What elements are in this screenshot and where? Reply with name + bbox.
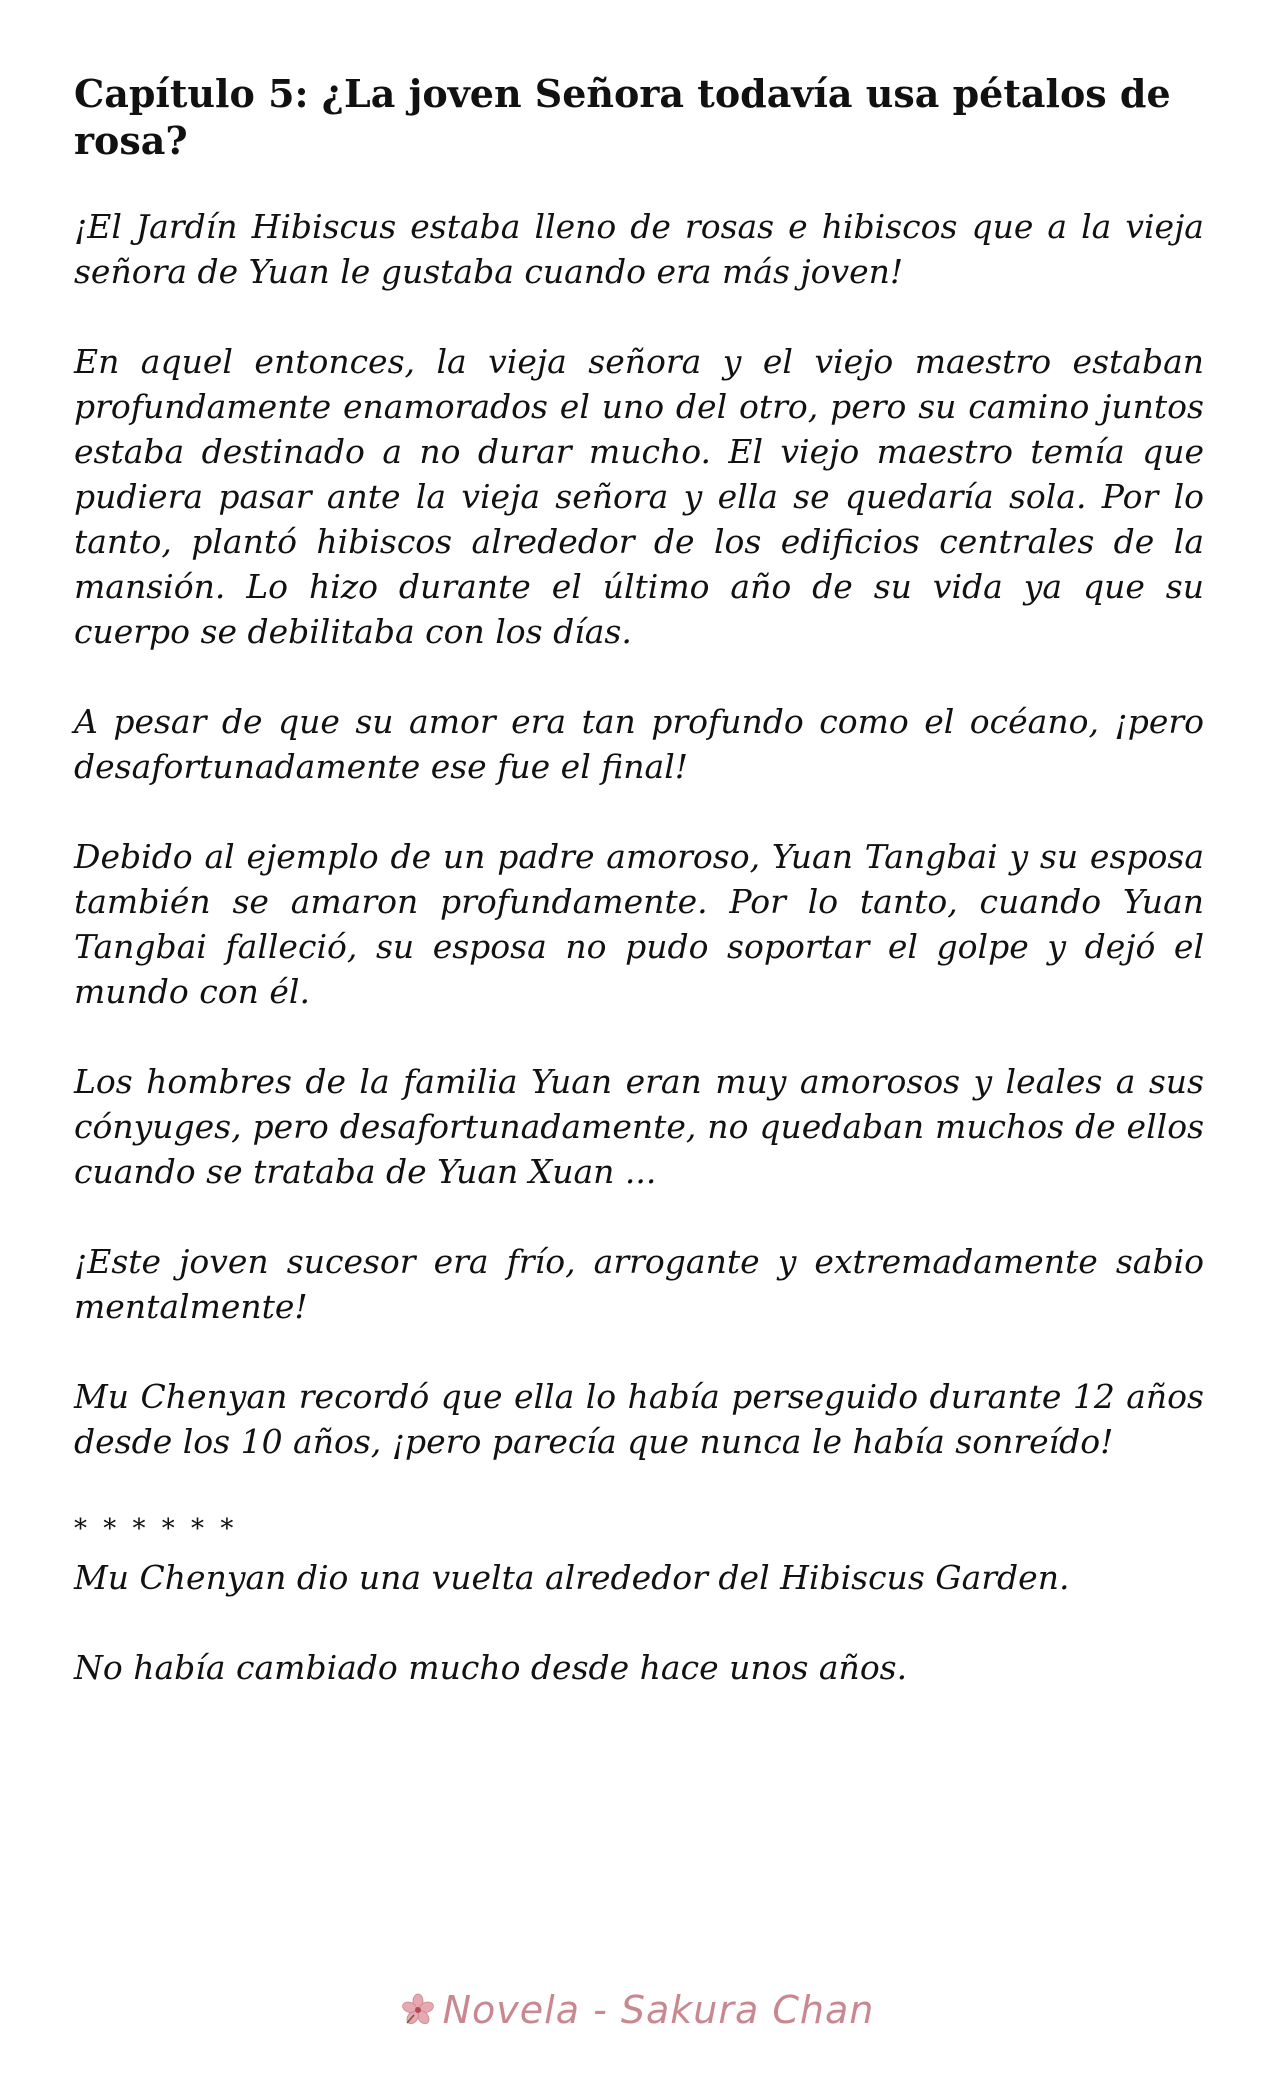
paragraph-9: No había cambiado mucho desde hace unos años. (74, 1648, 908, 1687)
paragraph-2: En aquel entonces, la vieja señora y el viejo maestro estaban profundamente enamorados el uno del otro, pero su camino juntos estaba destinado a no durar mucho. El viejo maestro temía que pudiera pasar ante la vieja señora y ella se quedaría sola. Por lo tanto, plantó hibiscos alrededor de los edificios centrales de la mansión. Lo hizo durante el último año de su vida ya que su cuerpo se debilitaba con los días. (74, 342, 1204, 651)
paragraph-3: A pesar de que su amor era tan profundo como el océano, ¡pero desafortunadamente ese fue el final! (74, 702, 1204, 786)
sakura-flower-icon (401, 1993, 435, 2027)
paragraph-7: Mu Chenyan recordó que ella lo había perseguido durante 12 años desde los 10 años, ¡pero parecía que nunca le había sonreído! (74, 1377, 1204, 1461)
chapter-title: Capítulo 5: ¿La joven Señora todavía usa pétalos de rosa? (74, 71, 1171, 163)
paragraph-4: Debido al ejemplo de un padre amoroso, Yuan Tangbai y su esposa también se amaron profundamente. Por lo tanto, cuando Yuan Tangbai falleció, su esposa no pudo soportar el golpe y dejó el mundo con él. (74, 837, 1204, 1011)
paragraph-8: Mu Chenyan dio una vuelta alrededor del Hibiscus Garden. (74, 1558, 1070, 1597)
paragraph-5: Los hombres de la familia Yuan eran muy amorosos y leales a sus cónyuges, pero desafortunadamente, no quedaban muchos de ellos cuando se trataba de Yuan Xuan ... (74, 1062, 1204, 1191)
paragraph-6: ¡Este joven sucesor era frío, arrogante y extremadamente sabio mentalmente! (74, 1242, 1204, 1326)
watermark (0, 1980, 1275, 2040)
document-page (74, 70, 1204, 1690)
paragraph-1: ¡El Jardín Hibiscus estaba lleno de rosas e hibiscos que a la vieja señora de Yuan le gustaba cuando era más joven! (74, 207, 1204, 291)
watermark-text: Novela - Sakura Chan (442, 1988, 875, 2032)
section-separator: * * * * * * (74, 1514, 238, 1544)
